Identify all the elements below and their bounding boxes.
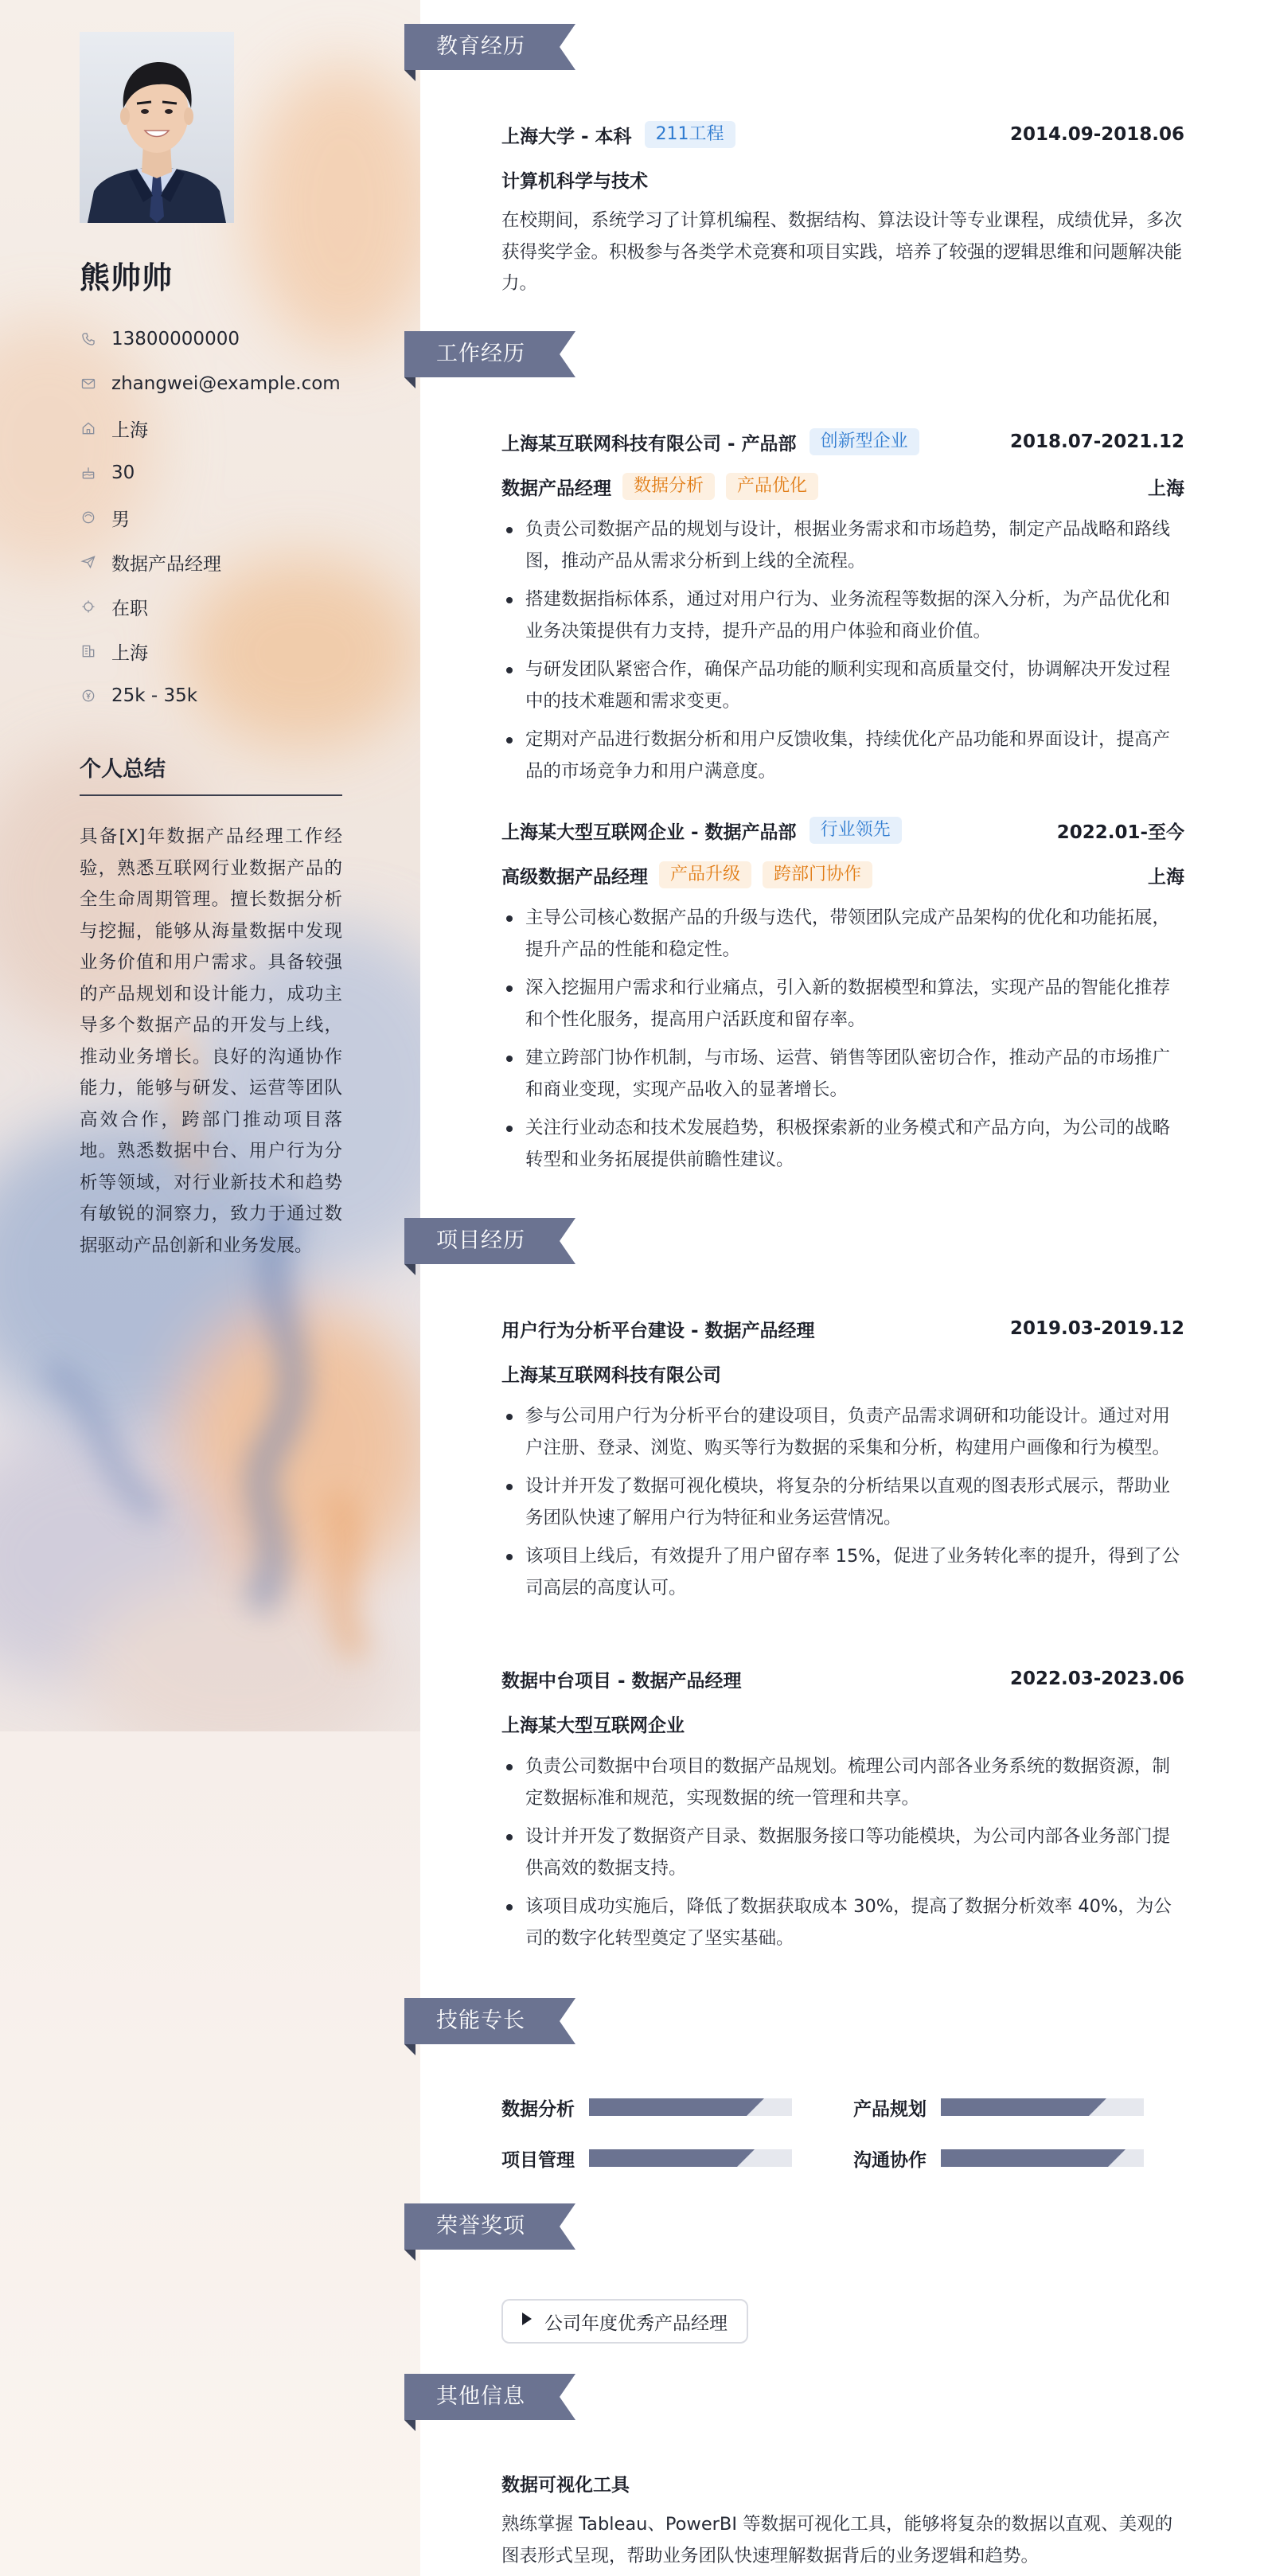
project-2-header: [501, 1665, 1184, 1692]
education-major-row: [501, 166, 1184, 193]
info-salary: [80, 673, 382, 718]
home-icon: [80, 420, 97, 437]
skill-2-fill: [941, 2098, 1089, 2116]
email-text: zhangwei@example.com: [111, 373, 341, 394]
project-1-bullet-list: [501, 1401, 1184, 1611]
skill-item-4: [853, 2146, 1144, 2170]
work-entry-2-header: [501, 817, 1184, 844]
play-icon: [521, 2311, 533, 2332]
education-description: 在校期间，系统学习了计算机编程、数据结构、算法设计等专业课程，成绩优异，多次获得奖学金。积极参与各类学术竞赛和项目实践，培养了较强的逻辑思维和问题解决能力。: [501, 210, 1183, 294]
work-2-tag: 行业领先: [810, 817, 902, 844]
work-2-date: 2022.01-至今: [1056, 822, 1184, 843]
project-2-title: 数据中台项目 - 数据产品经理: [501, 1670, 742, 1692]
work-2-bullet-list: [501, 903, 1184, 1183]
info-phone: [80, 317, 382, 361]
work-2-company: 上海某大型互联网企业 - 数据产品部: [501, 822, 797, 843]
skill-item-2: [853, 2095, 1144, 2119]
section-tab-fold: [404, 1264, 415, 1275]
skill-3-bar: [589, 2149, 792, 2167]
work-1-skill-tag-2: 产品优化: [726, 473, 818, 500]
project-1-company: 上海某互联网科技有限公司: [501, 1364, 721, 1386]
contact-info-list: [80, 317, 382, 718]
info-age: [80, 451, 382, 495]
location-text: 上海: [111, 420, 148, 441]
skill-4-fill: [941, 2149, 1108, 2167]
age-text: 30: [111, 463, 135, 483]
skill-2-bar: [941, 2098, 1144, 2116]
phone-text: 13800000000: [111, 329, 240, 349]
sidebar: [0, 0, 420, 2576]
work-2-role: 高级数据产品经理: [501, 866, 648, 888]
work-entry-1-role-row: [501, 473, 1184, 500]
project-2-date: 2022.03-2023.06: [1009, 1669, 1184, 1689]
avatar-portrait-icon: [80, 32, 234, 223]
section-title-honors: 荣誉奖项: [436, 2214, 525, 2238]
other-description: 熟练掌握 Tableau、PowerBI 等数据可视化工具，能够将复杂的数据以直观、美观的图表形式呈现，帮助业务团队快速理解数据背后的业务逻辑和趋势。: [501, 2514, 1173, 2566]
target-city-text: 上海: [111, 642, 148, 664]
list-item: 负责公司数据中台项目的数据产品规划。梳理公司内部各业务系统的数据资源，制定数据标准和规范，实现数据的统一管理和共享。: [501, 1751, 1184, 1814]
section-header-projects: [404, 1218, 575, 1264]
list-item: 搭建数据指标体系，通过对用户行为、业务流程等数据的深入分析，为产品优化和业务决策提供有力支持，提升产品的用户体验和商业价值。: [501, 584, 1184, 647]
education-major: 计算机科学与技术: [501, 170, 648, 192]
phone-icon: [80, 330, 97, 348]
work-1-bullet-list: [501, 514, 1184, 794]
avatar: [80, 32, 234, 223]
gender-text: 男: [111, 509, 130, 530]
status-text: 在职: [111, 598, 148, 619]
section-header-education: [404, 24, 575, 70]
project-1-header: [501, 1315, 1184, 1342]
section-title-other: 其他信息: [436, 2384, 525, 2409]
education-school: 上海大学 - 本科: [501, 126, 632, 147]
mail-icon: [80, 375, 97, 392]
skill-item-3: [501, 2146, 792, 2170]
project-2-bullet-list: [501, 1751, 1184, 1961]
section-header-work: [404, 331, 575, 377]
summary-divider: [80, 794, 342, 796]
education-date: 2014.09-2018.06: [1009, 124, 1184, 145]
work-2-skill-tag-1: 产品升级: [659, 861, 751, 888]
section-header-honors: [404, 2203, 575, 2250]
position-text: 数据产品经理: [111, 553, 221, 575]
summary-title: 个人总结: [80, 757, 166, 782]
skill-4-name: 沟通协作: [853, 2149, 927, 2171]
honor-badge: [501, 2299, 748, 2344]
work-1-company: 上海某互联网科技有限公司 - 产品部: [501, 433, 797, 455]
education-tag: 211工程: [645, 121, 735, 148]
skill-1-name: 数据分析: [501, 2098, 575, 2120]
project-1-company-row: [501, 1360, 1184, 1387]
list-item: 主导公司核心数据产品的升级与迭代，带领团队完成产品架构的优化和功能拓展，提升产品的性能和稳定性。: [501, 903, 1184, 966]
work-1-role: 数据产品经理: [501, 478, 611, 499]
section-header-other: [404, 2374, 575, 2420]
main-content: [404, 0, 1264, 2576]
list-item: 设计并开发了数据可视化模块，将复杂的分析结果以直观的图表形式展示，帮助业务团队快速了解用户行为特征和业务运营情况。: [501, 1471, 1184, 1534]
list-item: 建立跨部门协作机制，与市场、运营、销售等团队密切合作，推动产品的市场推广和商业变现，实现产品收入的显著增长。: [501, 1043, 1184, 1106]
list-item: 参与公司用户行为分析平台的建设项目，负责产品需求调研和功能设计。通过对用户注册、登录、浏览、购买等行为数据的采集和分析，构建用户画像和行为模型。: [501, 1401, 1184, 1464]
skill-4-bar: [941, 2149, 1144, 2167]
section-title-projects: 项目经历: [436, 1228, 525, 1253]
list-item: 该项目上线后，有效提升了用户留存率 15%，促进了业务转化率的提升，得到了公司高层的高度认可。: [501, 1541, 1184, 1604]
section-tab-fold: [404, 2420, 415, 2431]
candidate-name: 熊帅帅: [80, 260, 174, 295]
other-title-row: [501, 2469, 1184, 2496]
project-1-title: 用户行为分析平台建设 - 数据产品经理: [501, 1320, 815, 1341]
send-icon: [80, 553, 97, 571]
skill-3-name: 项目管理: [501, 2149, 575, 2171]
work-2-skill-tag-2: 跨部门协作: [763, 861, 872, 888]
list-item: 该项目成功实施后，降低了数据获取成本 30%，提高了数据分析效率 40%，为公司的数字化转型奠定了坚实基础。: [501, 1891, 1184, 1954]
other-title: 数据可视化工具: [501, 2474, 630, 2496]
section-title-work: 工作经历: [436, 342, 525, 366]
section-tab-fold: [404, 2250, 415, 2261]
sidebar-lower-fade: [0, 1731, 420, 2576]
list-item: 深入挖掘用户需求和行业痛点，引入新的数据模型和算法，实现产品的智能化推荐和个性化服务，提高用户活跃度和留存率。: [501, 973, 1184, 1036]
summary-text: 具备[X]年数据产品经理工作经验，熟悉互联网行业数据产品的全生命周期管理。擅长数据分析与挖掘，能够从海量数据中发现业务价值和用户需求。具备较强的产品规划和设计能力，成功主导多个数据产品的开发与上线，推动业务增长。良好的沟通协作能力，能够与研发、运营等团队高效合作，跨部门推动项目落地。熟悉数据中台、用户行为分析等领域，对行业新技术和趋势有敏锐的洞察力，致力于通过数据驱动产品创新和业务发展。: [80, 826, 342, 1256]
cake-icon: [80, 464, 97, 482]
list-item: 与研发团队紧密合作，确保产品功能的顺利实现和高质量交付，协调解决开发过程中的技术难题和需求变更。: [501, 654, 1184, 717]
list-item: 负责公司数据产品的规划与设计，根据业务需求和市场趋势，制定产品战略和路线图，推动产品从需求分析到上线的全流程。: [501, 514, 1184, 577]
info-location: [80, 406, 382, 451]
list-item: 设计并开发了数据资产目录、数据服务接口等功能模块，为公司内部各业务部门提供高效的数据支持。: [501, 1821, 1184, 1884]
project-2-company: 上海某大型互联网企业: [501, 1715, 685, 1736]
info-gender: [80, 495, 382, 540]
salary-text: 25k - 35k: [111, 685, 198, 706]
skill-1-bar: [589, 2098, 792, 2116]
status-icon: [80, 598, 97, 615]
building-icon: [80, 642, 97, 660]
list-item: 关注行业动态和技术发展趋势，积极探索新的业务模式和产品方向，为公司的战略转型和业务拓展提供前瞻性建议。: [501, 1113, 1184, 1176]
work-1-date: 2018.07-2021.12: [1009, 431, 1184, 452]
skill-2-name: 产品规划: [853, 2098, 927, 2120]
info-status: [80, 584, 382, 629]
work-entry-2-role-row: [501, 861, 1184, 888]
yuan-coin-icon: [80, 687, 97, 704]
gender-icon: [80, 509, 97, 526]
section-title-skills: 技能专长: [436, 2008, 525, 2033]
list-item: 定期对产品进行数据分析和用户反馈收集，持续优化产品功能和界面设计，提高产品的市场竞争力和用户满意度。: [501, 724, 1184, 787]
work-2-city: 上海: [1148, 866, 1184, 888]
section-tab-fold: [404, 2044, 415, 2055]
work-1-tag: 创新型企业: [810, 428, 919, 455]
section-tab-fold: [404, 377, 415, 388]
honor-text: 公司年度优秀产品经理: [544, 2313, 728, 2334]
project-2-company-row: [501, 1710, 1184, 1737]
skill-3-fill: [589, 2149, 737, 2167]
section-header-skills: [404, 1998, 575, 2044]
skill-item-1: [501, 2095, 792, 2119]
info-position: [80, 540, 382, 584]
work-entry-1-header: [501, 428, 1184, 455]
project-1-date: 2019.03-2019.12: [1009, 1318, 1184, 1339]
info-target-city: [80, 629, 382, 673]
skill-1-fill: [589, 2098, 747, 2116]
work-1-city: 上海: [1148, 478, 1184, 499]
work-1-skill-tag-1: 数据分析: [622, 473, 715, 500]
info-email: [80, 361, 382, 406]
education-entry-header: [501, 121, 1184, 148]
section-title-education: 教育经历: [436, 34, 525, 59]
section-tab-fold: [404, 70, 415, 81]
